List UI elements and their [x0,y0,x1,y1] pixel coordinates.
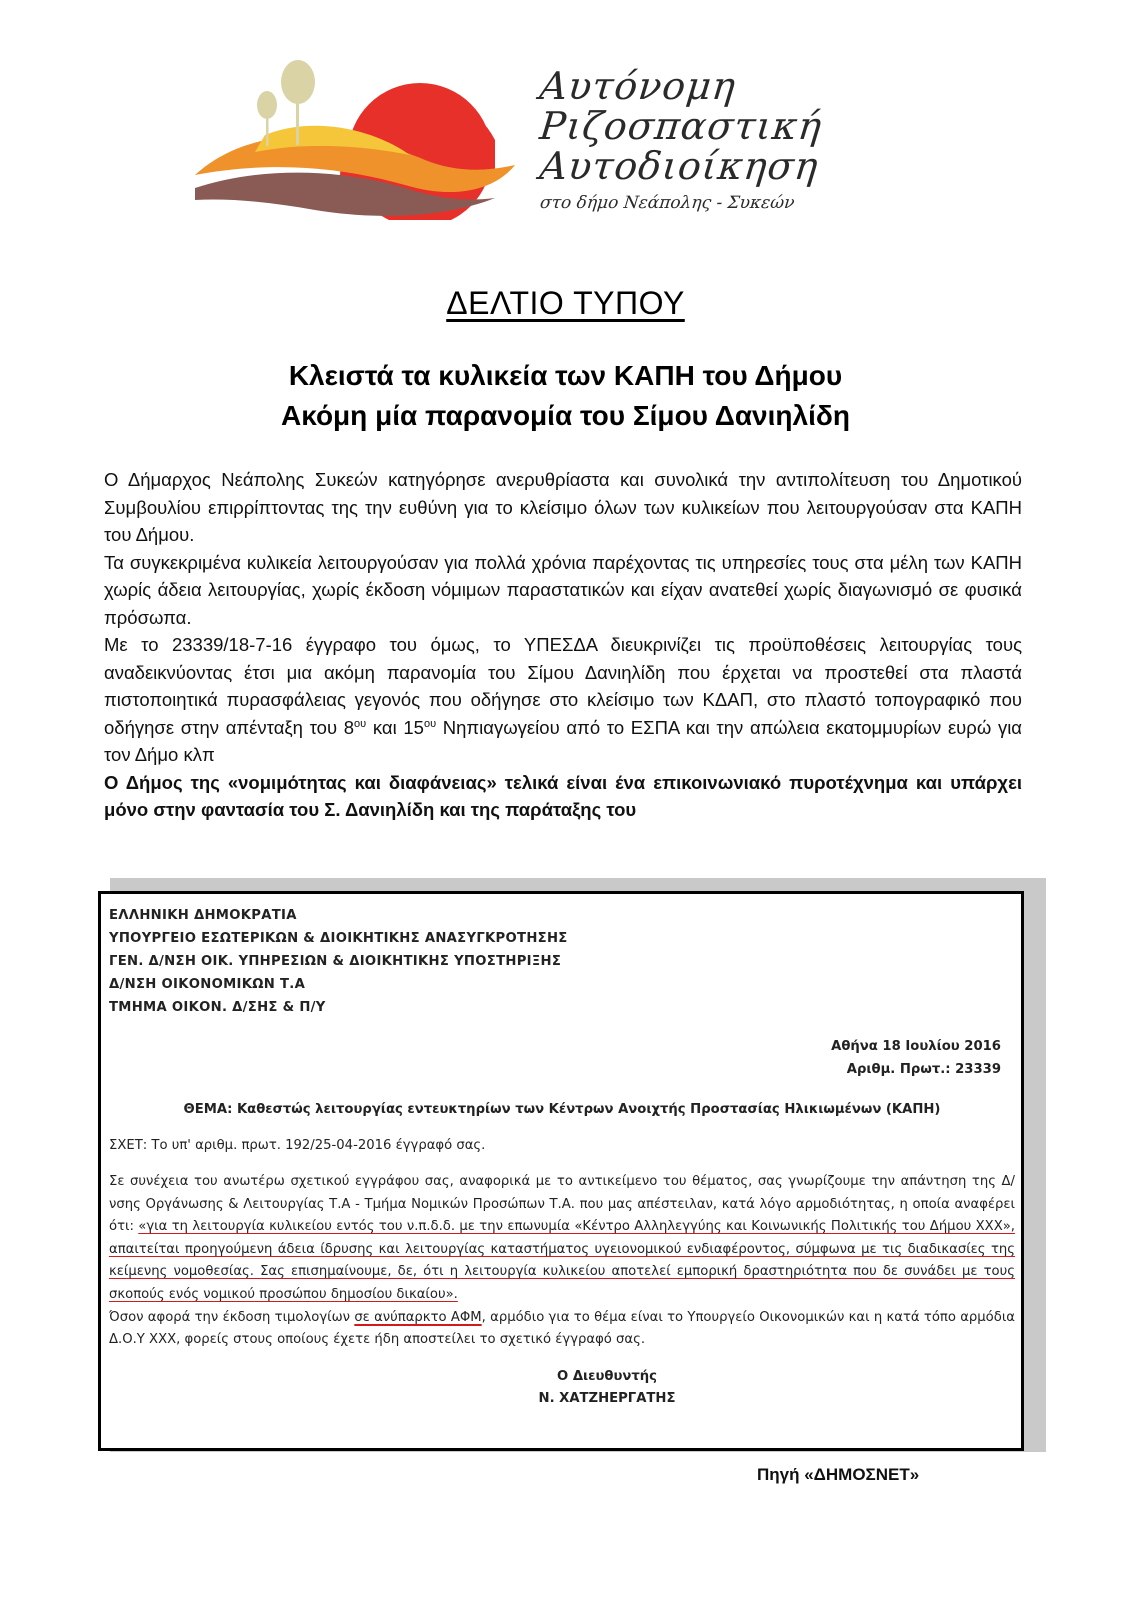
body-paragraph-3: Με το 23339/18-7-16 έγγραφο του όμως, το ΥΠΕΣΔΑ διευκρινίζει τις προϋποθέσεις λειτουργίας τους αναδεικνύοντας έτσι μια ακόμη παρανομία του Σίμου Δανιηλίδη που έρχεται να προστεθεί στα πλαστά πιστοποιητικά πυρασφάλειας γεγονός που οδήγησε στο κλείσιμο των ΚΔΑΠ, στο πλαστό τοπογραφικό που οδήγησε στην απένταξη του $8^{o\upsilon}$ και $15^{o\upsilon}$ Νηπιαγωγείου από το ΕΣΠΑ και την απώλεια εκατομμυρίων ευρώ για τον Δήμο κλπ [104,634,1022,765]
header-line: ΓΕΝ. Δ/ΝΣΗ ΟΙΚ. ΥΠΗΡΕΣΙΩΝ & ΔΙΟΙΚΗΤΙΚΗΣ ΥΠΟΣΤΗΡΙΞΗΣ [109,954,562,969]
press-release-body [104,466,1022,824]
official-document [98,891,1024,1451]
body-paragraph-1: Ο Δήμαρχος Νεάπολης Συκεών κατηγόρησε ανερυθρίαστα και συνολικά την αντιπολίτευση του Δημοτικού Συμβουλίου επιρρίπτοντας της την ευθύνη για το κλείσιμο όλων των κυλικείων που λειτουργούσαν στα ΚΑΠΗ του Δήμου. [104,469,1022,545]
header-line: ΥΠΟΥΡΓΕΙΟ ΕΣΩΤΕΡΙΚΩΝ & ΔΙΟΙΚΗΤΙΚΗΣ ΑΝΑΣΥΓΚΡΟΤΗΣΗΣ [109,931,568,946]
header-line: ΤΜΗΜΑ ΟΙΚΟΝ. Δ/ΣΗΣ & Π/Υ [109,1000,326,1015]
headline-line-1: Κλειστά τα κυλικεία των ΚΑΠΗ του Δήμου [288,360,843,391]
document-reference: ΣΧΕΤ: Το υπ' αριθμ. πρωτ. 192/25-04-2016 έγγραφό σας. [109,1138,486,1153]
signer-title: Ο Διευθυντής [557,1368,657,1384]
body-paragraph-2: Τα συγκεκριμένα κυλικεία λειτουργούσαν για πολλά χρόνια παρέχοντας τις υπηρεσίες τους στα μέλη των ΚΑΠΗ χωρίς άδεια λειτουργίας, χωρίς έκδοση νόμιμων παραστατικών και είχαν ανατεθεί χωρίς διαγωνισμό σε φυσικά πρόσωπα. [104,551,1022,628]
header-line: ΕΛΛΗΝΙΚΗ ΔΗΜΟΚΡΑΤΙΑ [109,908,297,923]
logo-line-3: Αυτοδιοίκηση [537,144,821,188]
signer-name: Ν. ΧΑΤΖΗΕΡΓΑΤΗΣ [538,1390,676,1406]
document-header [109,904,1015,1019]
logo-subtitle: στο δήμο Νεάπολης - Συκεών [538,193,796,213]
body-paragraph-4: Ο Δήμος της «νομιμότητας και διαφάνειας» τελικά είναι ένα επικοινωνιακό πυροτέχνημα και υπάρχει μόνο στην φαντασία του Σ. Δανιηλίδη και της παράταξης του [104,771,1022,820]
underlined-quote: «για τη λειτουργία κυλικείου εντός του ν.π.δ.δ. με την επωνυμία «Κέντρο Αλληλεγγύης και Κοινωνικής Πολιτικής του Δήμου ΧΧΧ», απαιτείται προηγούμενη άδεια ίδρυσης και λειτουργίας καταστήματος υγειονομικού ενδιαφέροντος, σύμφωνα με τις διαδικασίες της κείμενης νομοθεσίας. Σας επισημαίνουμε, δε, ότι η λειτουργία κυλικείου αποτελεί εμπορική δραστηριότητα που δε συνάδει με τους σκοπούς ενός νομικού προσώπου δημοσίου δικαίου». [109,1219,1016,1302]
protocol-number: Αριθμ. Πρωτ.: 23339 [846,1062,1001,1077]
header-line: Δ/ΝΣΗ ΟΙΚΟΝΟΜΙΚΩΝ Τ.Α [109,977,306,992]
logo-line-2: Ριζοσπαστική [537,104,825,148]
logo-text [537,64,840,214]
signature-block [199,1366,1015,1410]
press-release-title: ΔΕΛΤΙΟ ΤΥΠΟΥ [446,285,685,321]
highlighted-afm: σε ανύπαρκτο ΑΦΜ [354,1309,482,1325]
headline-line-2: Ακόμη μία παρανομία του Σίμου Δανιηλίδη [281,400,850,431]
logo-graphic [195,60,525,220]
document-paragraph-1: Σε συνέχεια του ανωτέρω σχετικού εγγράφου σας, αναφορικά με το αντικείμενο του θέματος, σας γνωρίζουμε την απάντηση της Δ/νσης Οργάνωσης & Λειτουργίας Τ.Α - Τμήμα Νομικών Προσώπων Τ.Α. που μας απέστειλαν, κατά λόγο αρμοδιότητας, η οποία αναφέρει ότι: «για τη λειτουργία κυλικείου εντός του ν.π.δ.δ. με την επωνυμία «Κέντρο Αλληλεγγύης και Κοινωνικής Πολιτικής του Δήμου ΧΧΧ», απαιτείται προηγούμενη άδεια ίδρυσης και λειτουργίας καταστήματος υγειονομικού ενδιαφέροντος, σύμφωνα με τις διαδικασίες της κείμενης νομοθεσίας. Σας επισημαίνουμε, δε, ότι η λειτουργία κυλικείου αποτελεί εμπορική δραστηριότητα που δε συνάδει με τους σκοπούς ενός νομικού προσώπου δημοσίου δικαίου». [109,1174,1016,1302]
logo-line-1: Αυτόνομη [537,64,739,108]
document-paragraph-2: Όσον αφορά την έκδοση τιμολογίων σε ανύπαρκτο ΑΦΜ, αρμόδιο για το θέμα είναι το Υπουργείο Οικονομικών και η κατά τόπο αρμόδια Δ.Ο.Υ ΧΧΧ, φορείς στους οποίους έχετε ήδη αποστείλει το σχετικό έγγραφό σας. [109,1309,1015,1348]
document-subject: ΘΕΜΑ: Καθεστώς λειτουργίας εντευκτηρίων των Κέντρων Ανοιχτής Προστασίας Ηλικιωμένων (ΚΑΠΗ) [183,1102,941,1117]
source-credit: Πηγή «ΔΗΜΟΣΝΕΤ» [757,1465,920,1484]
document-date-block [109,1035,1015,1081]
document-date: Αθήνα 18 Ιουλίου 2016 [831,1039,1001,1054]
